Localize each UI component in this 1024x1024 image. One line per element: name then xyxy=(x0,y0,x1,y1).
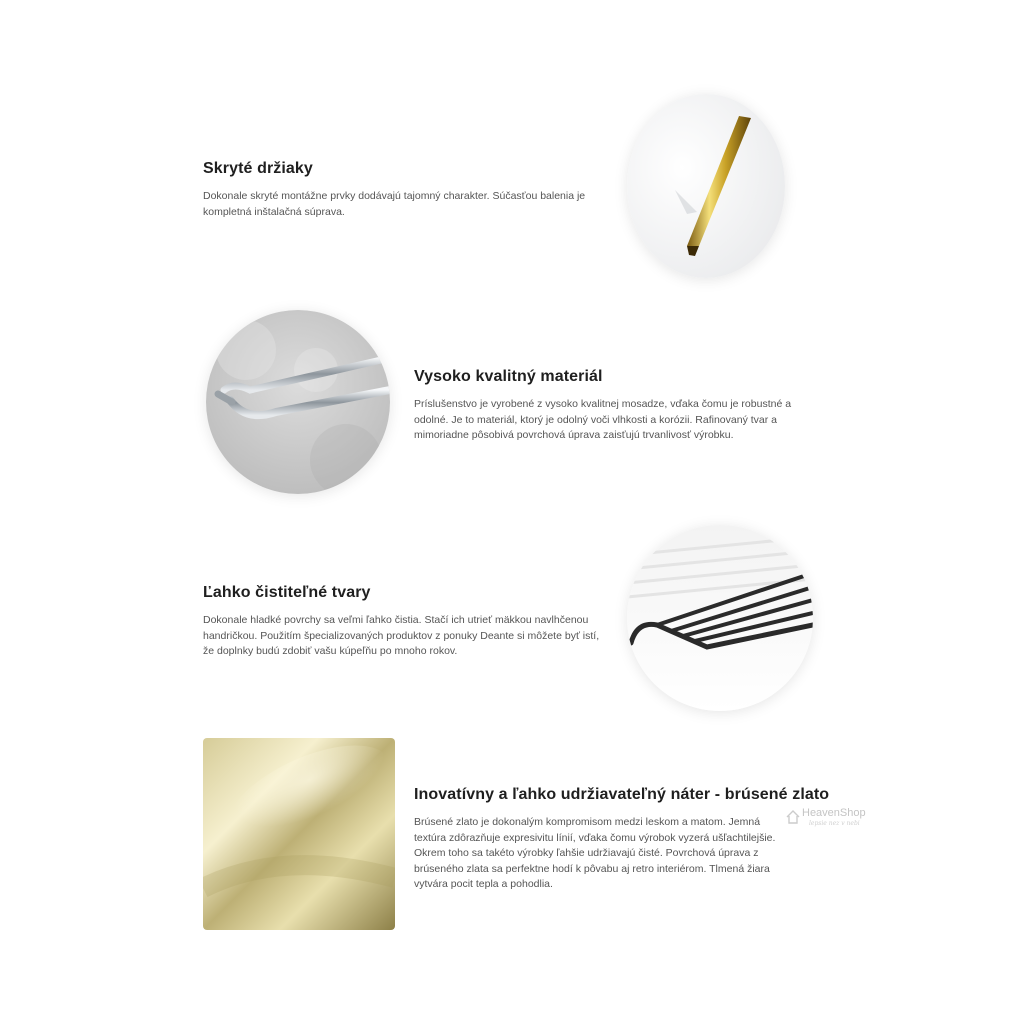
house-logo-icon xyxy=(785,808,801,826)
feature-title-brushed-gold: Inovatívny a ľahko udržiavateľný náter - brúsené zlato xyxy=(414,786,830,803)
black-shelf-rack-image xyxy=(627,525,813,711)
watermark-tagline: lepsie nez v nebi xyxy=(809,820,860,827)
watermark-name: HeavenShop xyxy=(802,807,866,819)
feature-text-hidden-holders: Dokonale skryté montážne prvky dodávajú tajomný charakter. Súčasťou balenia je kompletná inštalačná súprava. xyxy=(203,190,586,218)
feature-text-easy-clean: Dokonale hladké povrchy sa veľmi ľahko čistia. Stačí ich utrieť mäkkou navlhčenou handričkou. Použitím špecializovaných produktov z ponuky Deante si môžete byť istí, že doplnky budú zdobiť vašu kúpeľňu po mnoho rokov. xyxy=(203,614,600,657)
gold-hook-image xyxy=(627,94,785,278)
brushed-gold-texture-image xyxy=(203,738,395,930)
feature-title-material: Vysoko kvalitný materiál xyxy=(414,368,603,385)
chrome-towel-rail-image xyxy=(206,310,390,494)
feature-title-hidden-holders: Skryté držiaky xyxy=(203,160,313,177)
feature-title-easy-clean: Ľahko čistiteľné tvary xyxy=(203,584,371,601)
heavenshop-watermark xyxy=(785,806,895,830)
feature-text-material: Príslušenstvo je vyrobené z vysoko kvalitnej mosadze, vďaka čomu je robustné a odolné. Je to materiál, ktorý je odolný voči vlhkosti a korózii. Rafinovaný tvar a mimoriadne pôsobivá povrchová úprava zaisťujú trvanlivosť výrobku. xyxy=(414,398,792,441)
feature-text-brushed-gold: Brúsené zlato je dokonalým kompromisom medzi leskom a matom. Jemná textúra zdôrazňuje expresivitu línií, vďaka čomu výrobok vyzerá ušľachtilejšie. Okrem toho sa takéto výrobky ľahšie udržiavajú čisté. Povrchová úprava z brúseného zlata sa perfektne hodí k pôvabu aj retro interiérom. Tlmená žiara vytvára pocit tepla a pohodlia. xyxy=(414,816,776,890)
